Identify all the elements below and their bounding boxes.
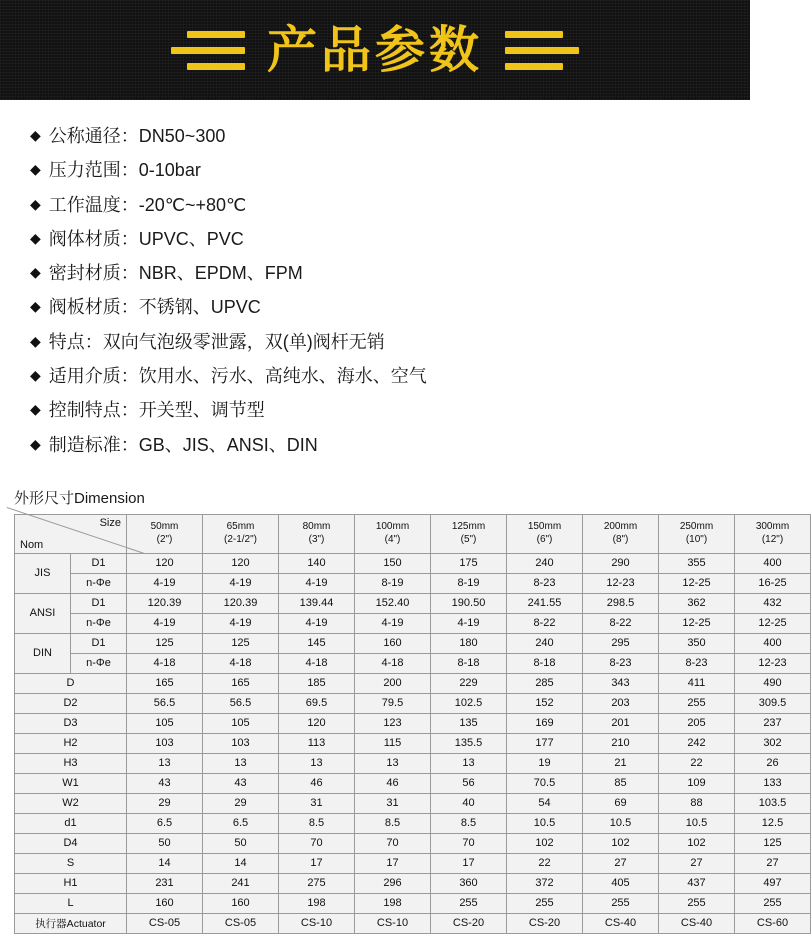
- table-cell: CS-05: [203, 913, 279, 933]
- table-cell: 139.44: [279, 593, 355, 613]
- table-cell: 400: [735, 633, 811, 653]
- diamond-bullet-icon: ◆: [30, 161, 41, 178]
- table-cell: 133: [735, 773, 811, 793]
- diamond-bullet-icon: ◆: [30, 298, 41, 315]
- table-row-label: D1: [71, 633, 127, 653]
- table-cell: 200: [355, 673, 431, 693]
- table-cell: 69.5: [279, 693, 355, 713]
- table-cell: 135.5: [431, 733, 507, 753]
- table-cell: 4-18: [203, 653, 279, 673]
- table-cell: 285: [507, 673, 583, 693]
- table-row: [15, 793, 811, 813]
- table-cell: 4-18: [279, 653, 355, 673]
- table-cell: 40: [431, 793, 507, 813]
- table-cell: 103: [203, 733, 279, 753]
- table-cell: 50: [127, 833, 203, 853]
- table-group-label: DIN: [15, 633, 71, 673]
- spec-label: 特点：: [48, 331, 103, 352]
- spec-label: 控制特点：: [48, 400, 139, 421]
- table-cell: 229: [431, 673, 507, 693]
- table-row-label: D3: [15, 713, 127, 733]
- table-column-header: 250mm (10"): [659, 514, 735, 553]
- dimension-table-head: [15, 514, 811, 553]
- spec-row: [30, 193, 750, 217]
- table-row: [15, 653, 811, 673]
- spec-row: [30, 364, 750, 388]
- table-row-label: n-Φe: [71, 613, 127, 633]
- table-cell: 43: [203, 773, 279, 793]
- table-cell: 298.5: [583, 593, 659, 613]
- table-cell: 4-19: [203, 573, 279, 593]
- table-cell: 437: [659, 873, 735, 893]
- table-column-header: 200mm (8"): [583, 514, 659, 553]
- table-row: [15, 553, 811, 573]
- table-cell: 4-18: [355, 653, 431, 673]
- table-row: [15, 573, 811, 593]
- table-group-label: ANSI: [15, 593, 71, 633]
- spec-value: 双向气泡级零泄露，双(单)阀杆无销: [102, 331, 385, 352]
- table-cell: 8-22: [507, 613, 583, 633]
- spec-row: [30, 433, 750, 457]
- table-cell: 69: [583, 793, 659, 813]
- table-cell: CS-10: [355, 913, 431, 933]
- table-cell: 56: [431, 773, 507, 793]
- table-cell: 105: [127, 713, 203, 733]
- table-cell: 237: [735, 713, 811, 733]
- table-cell: 105: [203, 713, 279, 733]
- table-cell: 432: [735, 593, 811, 613]
- table-cell: 102: [507, 833, 583, 853]
- table-column-header: 50mm (2"): [127, 514, 203, 553]
- table-cell: 120: [203, 553, 279, 573]
- table-cell: 4-19: [127, 613, 203, 633]
- table-cell: 29: [203, 793, 279, 813]
- spec-label: 公称通径：: [48, 126, 139, 146]
- table-cell: 12-23: [583, 573, 659, 593]
- table-cell: 8-22: [583, 613, 659, 633]
- diamond-bullet-icon: ◆: [30, 435, 41, 452]
- table-cell: 185: [279, 673, 355, 693]
- table-cell: 169: [507, 713, 583, 733]
- table-row-label: D: [15, 673, 127, 693]
- table-row-label: H2: [15, 733, 127, 753]
- table-cell: 152.40: [355, 593, 431, 613]
- table-cell: 22: [659, 753, 735, 773]
- spec-label: 压力范围：: [48, 160, 139, 181]
- table-cell: 350: [659, 633, 735, 653]
- table-cell: 360: [431, 873, 507, 893]
- dimension-section-title: 外形尺寸Dimension: [14, 489, 145, 507]
- spec-value: UPVC、PVC: [138, 228, 244, 249]
- table-cell: 150: [355, 553, 431, 573]
- table-row: [15, 613, 811, 633]
- table-cell: 177: [507, 733, 583, 753]
- table-cell: 12-25: [659, 573, 735, 593]
- table-cell: 160: [127, 893, 203, 913]
- table-column-header: 300mm (12"): [735, 514, 811, 553]
- spec-value: 0-10bar: [138, 160, 201, 181]
- table-cell: 46: [355, 773, 431, 793]
- table-cell: 240: [507, 553, 583, 573]
- spec-label: 适用介质：: [48, 366, 139, 387]
- table-cell: 19: [507, 753, 583, 773]
- table-cell: 120: [279, 713, 355, 733]
- table-cell: 231: [127, 873, 203, 893]
- corner-size-label: Size: [99, 516, 121, 529]
- specification-list: [0, 100, 750, 477]
- table-row: [15, 893, 811, 913]
- table-cell: 13: [203, 753, 279, 773]
- table-row: [15, 853, 811, 873]
- table-cell: 205: [659, 713, 735, 733]
- spec-value: NBR、EPDM、FPM: [138, 263, 303, 284]
- table-cell: 103: [127, 733, 203, 753]
- table-cell: CS-40: [659, 913, 735, 933]
- table-row: [15, 913, 811, 933]
- table-cell: 14: [203, 853, 279, 873]
- table-cell: 70: [431, 833, 507, 853]
- table-cell: 103.5: [735, 793, 811, 813]
- table-cell: 8-19: [355, 573, 431, 593]
- table-cell: 152: [507, 693, 583, 713]
- table-row: [15, 753, 811, 773]
- table-cell: 275: [279, 873, 355, 893]
- diamond-bullet-icon: ◆: [30, 332, 41, 349]
- table-cell: 14: [127, 853, 203, 873]
- table-column-header: 125mm (5"): [431, 514, 507, 553]
- table-cell: 29: [127, 793, 203, 813]
- table-cell: 296: [355, 873, 431, 893]
- table-cell: 120: [127, 553, 203, 573]
- table-column-header: 100mm (4"): [355, 514, 431, 553]
- table-row-label: D1: [71, 553, 127, 573]
- table-cell: 13: [355, 753, 431, 773]
- table-column-header: 150mm (6"): [507, 514, 583, 553]
- table-cell: 355: [659, 553, 735, 573]
- table-cell: 70: [279, 833, 355, 853]
- table-cell: 46: [279, 773, 355, 793]
- table-cell: 165: [127, 673, 203, 693]
- table-row: [15, 633, 811, 653]
- table-cell: 10.5: [507, 813, 583, 833]
- table-cell: 8.5: [355, 813, 431, 833]
- table-cell: 490: [735, 673, 811, 693]
- table-cell: 27: [659, 853, 735, 873]
- table-cell: CS-20: [431, 913, 507, 933]
- table-cell: 79.5: [355, 693, 431, 713]
- table-cell: 17: [355, 853, 431, 873]
- spec-row: [30, 124, 750, 148]
- table-cell: 160: [203, 893, 279, 913]
- table-cell: 16-25: [735, 573, 811, 593]
- spec-row: [30, 158, 750, 182]
- table-cell: 27: [735, 853, 811, 873]
- table-cell: 203: [583, 693, 659, 713]
- table-cell: 17: [431, 853, 507, 873]
- table-cell: 8-23: [583, 653, 659, 673]
- banner-right-decoration-icon: [505, 31, 579, 70]
- spec-row: [30, 398, 750, 422]
- table-row: [15, 813, 811, 833]
- table-cell: 198: [355, 893, 431, 913]
- table-cell: 241: [203, 873, 279, 893]
- table-cell: 175: [431, 553, 507, 573]
- table-cell: 12-25: [735, 613, 811, 633]
- table-cell: 343: [583, 673, 659, 693]
- table-cell: 4-19: [127, 573, 203, 593]
- table-cell: 115: [355, 733, 431, 753]
- table-row-label: n-Φe: [71, 653, 127, 673]
- table-row: [15, 673, 811, 693]
- diamond-bullet-icon: ◆: [30, 127, 41, 143]
- table-cell: 8.5: [431, 813, 507, 833]
- table-cell: CS-60: [735, 913, 811, 933]
- table-cell: 56.5: [127, 693, 203, 713]
- table-cell: 135: [431, 713, 507, 733]
- page-header-banner: [0, 0, 750, 100]
- table-row: [15, 873, 811, 893]
- table-cell: 201: [583, 713, 659, 733]
- spec-row: [30, 295, 750, 319]
- table-cell: 12-25: [659, 613, 735, 633]
- table-cell: 125: [127, 633, 203, 653]
- table-cell: 125: [735, 833, 811, 853]
- table-cell: 70: [355, 833, 431, 853]
- table-cell: 102: [659, 833, 735, 853]
- table-cell: 309.5: [735, 693, 811, 713]
- dimension-table: [14, 514, 811, 934]
- table-cell: 4-19: [431, 613, 507, 633]
- table-cell: 165: [203, 673, 279, 693]
- table-row-label: D4: [15, 833, 127, 853]
- table-cell: 6.5: [203, 813, 279, 833]
- table-cell: 180: [431, 633, 507, 653]
- table-cell: 8.5: [279, 813, 355, 833]
- table-cell: 50: [203, 833, 279, 853]
- table-cell: 120.39: [203, 593, 279, 613]
- table-cell: 21: [583, 753, 659, 773]
- table-row: [15, 773, 811, 793]
- corner-nom-label: Nom: [20, 538, 44, 551]
- table-cell: 210: [583, 733, 659, 753]
- table-cell: 109: [659, 773, 735, 793]
- table-cell: 85: [583, 773, 659, 793]
- table-cell: 4-19: [279, 613, 355, 633]
- table-cell: 4-19: [203, 613, 279, 633]
- spec-label: 阀体材质：: [48, 228, 139, 249]
- table-cell: 56.5: [203, 693, 279, 713]
- table-cell: 27: [583, 853, 659, 873]
- table-cell: 13: [127, 753, 203, 773]
- page-title: 产品参数: [267, 22, 483, 78]
- table-cell: 31: [355, 793, 431, 813]
- spec-label: 工作温度：: [48, 194, 139, 215]
- table-cell: 198: [279, 893, 355, 913]
- diamond-bullet-icon: ◆: [30, 401, 41, 418]
- spec-row: [30, 261, 750, 285]
- table-cell: 290: [583, 553, 659, 573]
- table-cell: 8-23: [507, 573, 583, 593]
- table-cell: 12-23: [735, 653, 811, 673]
- table-cell: 145: [279, 633, 355, 653]
- table-cell: CS-20: [507, 913, 583, 933]
- table-cell: 13: [431, 753, 507, 773]
- table-cell: 372: [507, 873, 583, 893]
- table-cell: 17: [279, 853, 355, 873]
- table-cell: 123: [355, 713, 431, 733]
- table-cell: 255: [735, 893, 811, 913]
- table-column-header: 65mm (2-1/2"): [203, 514, 279, 553]
- spec-row: [30, 330, 750, 354]
- diamond-bullet-icon: ◆: [30, 367, 41, 384]
- table-cell: 54: [507, 793, 583, 813]
- table-cell: 8-19: [431, 573, 507, 593]
- spec-label: 制造标准：: [48, 434, 139, 455]
- table-group-label: JIS: [15, 553, 71, 593]
- table-cell: CS-05: [127, 913, 203, 933]
- table-cell: 255: [659, 893, 735, 913]
- table-cell: 26: [735, 753, 811, 773]
- spec-label: 密封材质：: [48, 263, 139, 284]
- table-row-label: H1: [15, 873, 127, 893]
- table-cell: 497: [735, 873, 811, 893]
- spec-row: [30, 227, 750, 251]
- table-row-label: D2: [15, 693, 127, 713]
- table-row-label: d1: [15, 813, 127, 833]
- spec-value: DN50~300: [138, 126, 226, 146]
- table-cell: 255: [507, 893, 583, 913]
- table-cell: 411: [659, 673, 735, 693]
- table-row: [15, 693, 811, 713]
- table-cell: 88: [659, 793, 735, 813]
- table-row-label: L: [15, 893, 127, 913]
- table-cell: 160: [355, 633, 431, 653]
- table-cell: 362: [659, 593, 735, 613]
- table-cell: 255: [583, 893, 659, 913]
- spec-value: GB、JIS、ANSI、DIN: [138, 434, 318, 455]
- table-cell: CS-40: [583, 913, 659, 933]
- table-cell: 255: [431, 893, 507, 913]
- table-row: [15, 593, 811, 613]
- table-row: [15, 833, 811, 853]
- table-cell: 4-18: [127, 653, 203, 673]
- table-row-label: W2: [15, 793, 127, 813]
- table-cell: 240: [507, 633, 583, 653]
- diamond-bullet-icon: ◆: [30, 195, 41, 212]
- table-cell: 102: [583, 833, 659, 853]
- table-row-label: n-Φe: [71, 573, 127, 593]
- table-cell: 43: [127, 773, 203, 793]
- table-header-row: [15, 514, 811, 553]
- table-row-label: W1: [15, 773, 127, 793]
- table-row: [15, 733, 811, 753]
- spec-value: 开关型、调节型: [138, 400, 265, 421]
- table-row-label: D1: [71, 593, 127, 613]
- table-cell: 4-19: [279, 573, 355, 593]
- table-cell: 242: [659, 733, 735, 753]
- table-cell: 113: [279, 733, 355, 753]
- spec-value: -20℃~+80℃: [138, 194, 247, 215]
- diamond-bullet-icon: ◆: [30, 264, 41, 281]
- table-cell: 70.5: [507, 773, 583, 793]
- table-cell: 295: [583, 633, 659, 653]
- table-cell: 190.50: [431, 593, 507, 613]
- table-cell: 22: [507, 853, 583, 873]
- table-cell: CS-10: [279, 913, 355, 933]
- table-cell: 140: [279, 553, 355, 573]
- table-cell: 12.5: [735, 813, 811, 833]
- spec-value: 饮用水、污水、高纯水、海水、空气: [138, 366, 427, 387]
- table-cell: 241.55: [507, 593, 583, 613]
- diamond-bullet-icon: ◆: [30, 229, 41, 246]
- dimension-table-body: [15, 553, 811, 933]
- table-cell: 8-23: [659, 653, 735, 673]
- table-cell: 13: [279, 753, 355, 773]
- table-cell: 125: [203, 633, 279, 653]
- spec-value: 不锈钢、UPVC: [138, 297, 261, 318]
- table-cell: 31: [279, 793, 355, 813]
- table-row-label: S: [15, 853, 127, 873]
- table-cell: 10.5: [583, 813, 659, 833]
- table-cell: 405: [583, 873, 659, 893]
- table-cell: 400: [735, 553, 811, 573]
- table-row: [15, 713, 811, 733]
- table-cell: 120.39: [127, 593, 203, 613]
- table-cell: 10.5: [659, 813, 735, 833]
- banner-left-decoration-icon: [171, 31, 245, 70]
- table-row-label: H3: [15, 753, 127, 773]
- table-row-label: 执行器Actuator: [15, 913, 127, 933]
- spec-label: 阀板材质：: [48, 297, 139, 318]
- table-cell: 8-18: [507, 653, 583, 673]
- table-cell: 302: [735, 733, 811, 753]
- table-cell: 8-18: [431, 653, 507, 673]
- table-cell: 6.5: [127, 813, 203, 833]
- table-cell: 4-19: [355, 613, 431, 633]
- table-cell: 102.5: [431, 693, 507, 713]
- table-cell: 255: [659, 693, 735, 713]
- table-column-header: 80mm (3"): [279, 514, 355, 553]
- table-corner-header: [15, 514, 127, 553]
